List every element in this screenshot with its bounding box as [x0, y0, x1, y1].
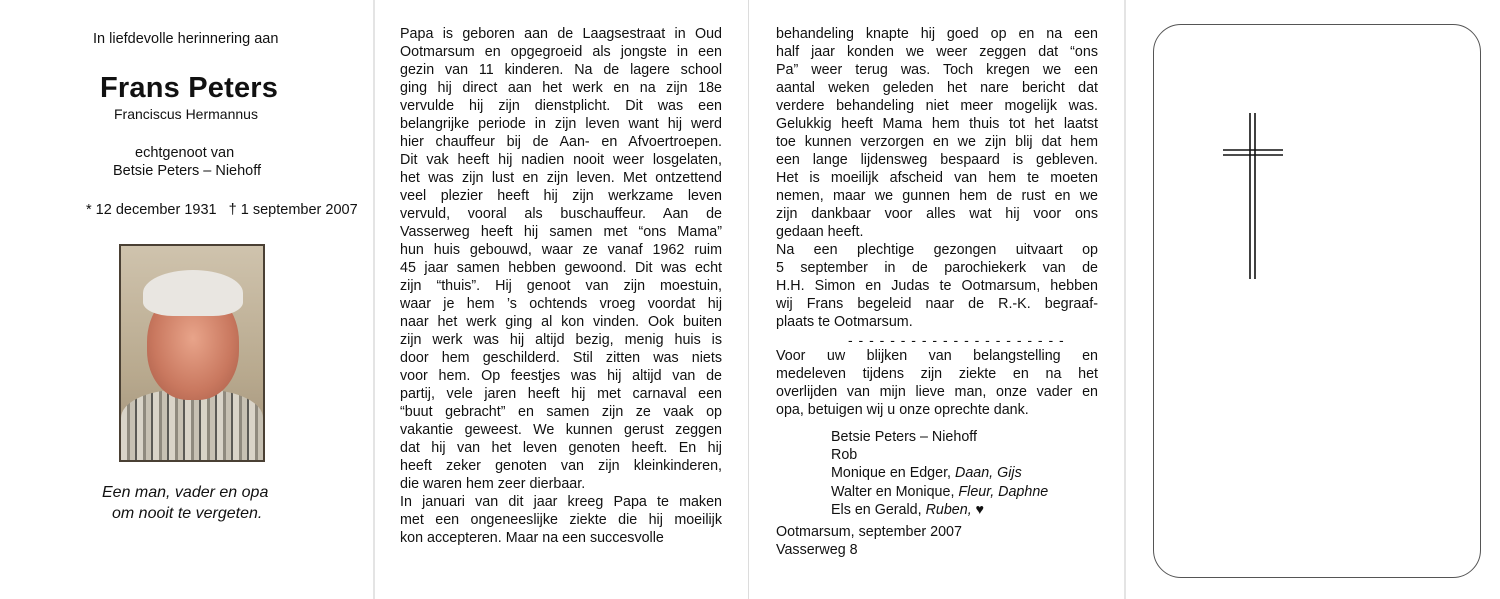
text-line: Papa is geboren aan de Laagsestraat in Oud — [400, 26, 722, 42]
rounded-frame — [1153, 24, 1481, 578]
text-line: overlijden van mijn lieve man, onze vader en — [776, 384, 1098, 400]
panel-biography-continued — [751, 0, 1124, 599]
grandchildren-names: Ruben, ♥ — [921, 501, 985, 518]
life-dates: * 12 december 1931 † 1 september 2007 — [86, 202, 358, 218]
text-line: partij, vele jaren heeft hij met carnaval een — [400, 386, 722, 402]
text-line: hun huis gebouwd, waar ze vanaf 1962 ruim — [400, 242, 722, 258]
panel-biography — [376, 0, 748, 599]
text-line: nemen, maar we gunnen hem de rust en we — [776, 188, 1098, 204]
text-line: Het is moeilijk afscheid van hem te moeten — [776, 170, 1098, 186]
text-line: zijn werk was hij altijd bezig, menig huis is — [400, 332, 722, 348]
place-date: Ootmarsum, september 2007 — [776, 524, 962, 540]
text-line: heeft zeker genoten van zijn kleinkinderen, — [400, 458, 722, 474]
text-line: vakantie geweest. We kunnen gerust zeggen — [400, 422, 722, 438]
text-line: toe kunnen verzorgen en we zijn blij dat hem — [776, 134, 1098, 150]
family-names: Els en Gerald, — [831, 501, 922, 518]
text-line: zijn “thuis”. Hij genoot van zijn moestuin, — [400, 278, 722, 294]
text-line: belangrijke periode in zijn leven want hij werd — [400, 116, 722, 132]
address: Vasserweg 8 — [776, 542, 858, 558]
spouse-label: echtgenoot van — [135, 145, 235, 161]
text-line: verdere behandeling niet meer mogelijk was. — [776, 98, 1098, 114]
text-line: H.H. Simon en Judas te Ootmarsum, hebben — [776, 278, 1098, 294]
text-line: een lange lijdensweg bespaard is gebleven. — [776, 152, 1098, 168]
text-line: Pa” weer terug was. Toch kregen we een — [776, 62, 1098, 78]
latin-cross-icon — [1223, 113, 1283, 279]
text-line: vervulde hij zijn dienstplicht. Dit was een — [400, 98, 722, 114]
spouse-name: Betsie Peters – Niehoff — [113, 163, 262, 179]
fold-line — [373, 0, 375, 599]
text-line: gedaan heeft. — [776, 224, 864, 240]
text-line: half jaar konden we weer zeggen dat “ons — [776, 44, 1098, 60]
text-line: Na een plechtige gezongen uitvaart op — [776, 242, 1098, 258]
text-line: In januari van dit jaar kreeg Papa te maken — [400, 494, 722, 510]
text-line: aantal weken geleden het nare bericht dat — [776, 80, 1098, 96]
text-line: kon accepteren. Maar na een succesvolle — [400, 530, 664, 546]
text-line: dat hij van het leven genoten heeft. En hij — [400, 440, 722, 456]
text-line: naar het werk ging al kon vinden. Ook buiten — [400, 314, 722, 330]
portrait-photo — [119, 244, 265, 462]
text-line: Gelukkig heeft Mama hem thuis tot het laatst — [776, 116, 1098, 132]
text-line: ging hij direct aan het werk en na zijn 18e — [400, 80, 722, 96]
text-line: opa, betuigen wij u onze oprechte dank. — [776, 402, 1029, 418]
text-line: wij Frans begeleid naar de R.-K. begraaf- — [776, 296, 1098, 312]
text-line: 5 september in de parochiekerk van de — [776, 260, 1098, 276]
text-line: voor hem. Op feestjes was hij altijd van de — [400, 368, 722, 384]
text-line: waar je hem ’s ochtends vroeg voordat hij — [400, 296, 722, 312]
family-member-line — [831, 464, 1048, 482]
family-member-line — [831, 446, 1048, 464]
text-line: hier chauffeur bij de Aan- en Afvoertroepen. — [400, 134, 722, 150]
motto-line-1: Een man, vader en opa — [102, 484, 269, 501]
family-names: Monique en Edger, — [831, 465, 952, 482]
fold-line — [748, 0, 749, 599]
text-line: “buut gebracht” en samen zijn ze vaak op — [400, 404, 722, 420]
biography-text — [400, 25, 722, 547]
text-line: Voor uw blijken van belangstelling en — [776, 348, 1098, 364]
text-line: door hem geschilderd. Stil zitten was niets — [400, 350, 722, 366]
panel-cross — [1127, 0, 1500, 599]
text-line: zijn dankbaar voor alles wat hij voor ons — [776, 206, 1098, 222]
text-line: het was zijn lust en zijn leven. Met ontzettend — [400, 170, 722, 186]
separator: - - - - - - - - - - - - - - - - - - - - - — [848, 332, 1065, 348]
fold-line — [1124, 0, 1126, 599]
text-line: vervuld, vooral als buschauffeur. Aan de — [400, 206, 722, 222]
deceased-name: Frans Peters — [100, 72, 279, 104]
text-line: veel plezier heeft hij zijn werkzame leven — [400, 188, 722, 204]
portrait-shirt — [121, 390, 263, 460]
text-line: die waren hem zeer dierbaar. — [400, 476, 586, 492]
text-line: 45 jaar samen hebben gewoond. Dit was echt — [400, 260, 722, 276]
text-line: Ootmarsum en opgegroeid als jongste in een — [400, 44, 722, 60]
thanks-text — [776, 347, 1098, 419]
portrait-hair — [143, 270, 243, 316]
text-line: Vasserweg heeft hij samen met “ons Mama” — [400, 224, 722, 240]
text-line: medeleven tijdens zijn ziekte en na het — [776, 366, 1098, 382]
family-list — [831, 428, 1048, 519]
intro-text: In liefdevolle herinnering aan — [93, 31, 279, 47]
family-names: Rob — [831, 447, 858, 464]
family-member-line — [831, 483, 1048, 501]
family-member-line — [831, 501, 1048, 519]
panel-front-left — [0, 0, 373, 599]
grandchildren-names: Fleur, Daphne — [954, 483, 1049, 500]
text-line: met een ongeneeslijke ziekte die hij moeilijk — [400, 512, 722, 528]
biography-text-continued — [776, 25, 1098, 331]
family-names: Walter en Monique, — [831, 483, 955, 500]
text-line: Dit vak heeft hij nadien nooit weer losgelaten, — [400, 152, 722, 168]
text-line: behandeling knapte hij goed op en na een — [776, 26, 1098, 42]
motto-line-2: om nooit te vergeten. — [112, 505, 263, 522]
text-line: gezin van 11 kinderen. Na de lagere school — [400, 62, 722, 78]
full-name: Franciscus Hermannus — [114, 106, 258, 122]
text-line: plaats te Ootmarsum. — [776, 314, 913, 330]
place-and-address — [776, 523, 962, 559]
family-member-line — [831, 428, 1048, 446]
family-names: Betsie Peters – Niehoff — [831, 429, 977, 445]
grandchildren-names: Daan, Gijs — [951, 465, 1022, 482]
